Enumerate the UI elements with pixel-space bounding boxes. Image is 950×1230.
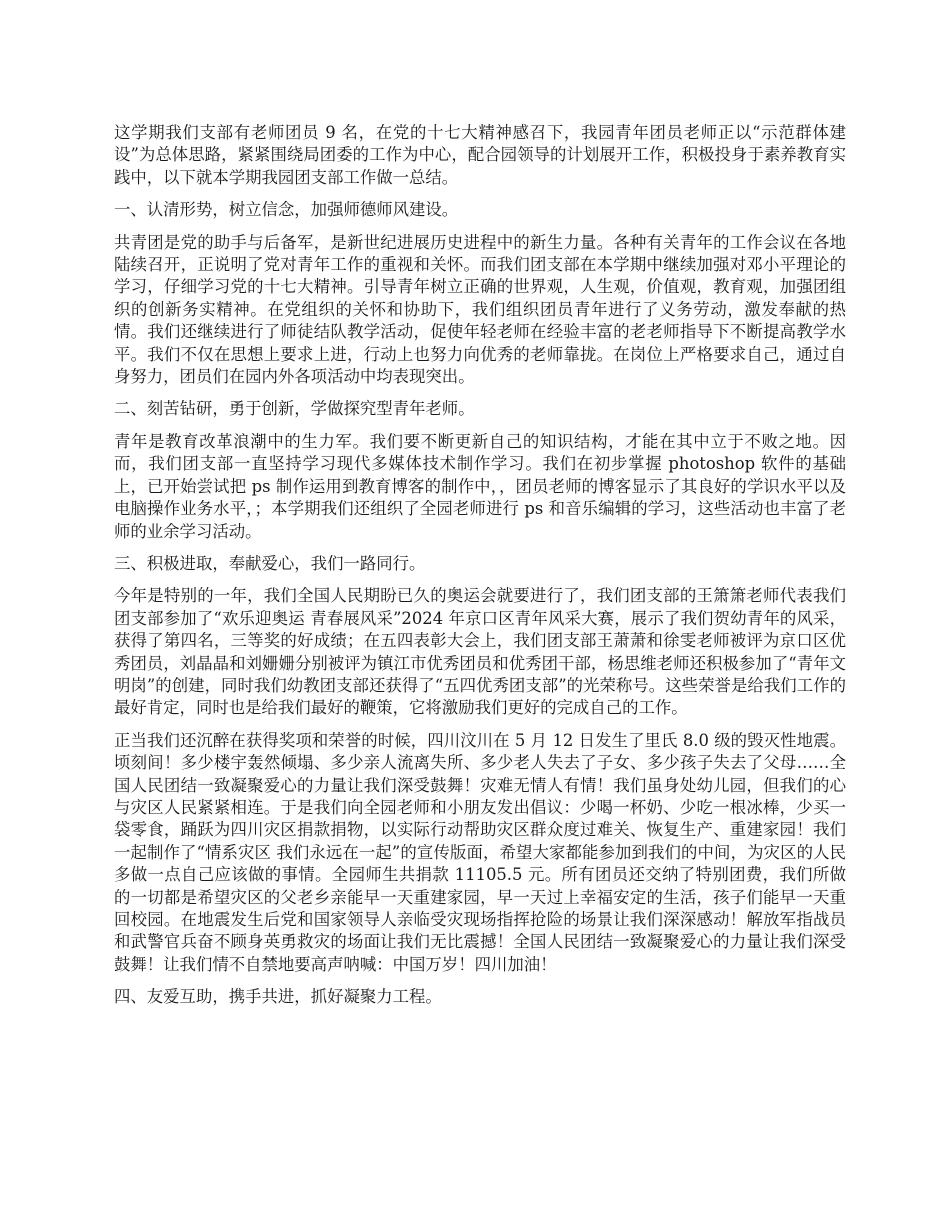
section-paragraph-2: 青年是教育改革浪潮中的生力军。我们要不断更新自己的知识结构，才能在其中立于不败之地。因而，我们团支部一直坚持学习现代多媒体技术制作学习。我们在初步掌握 photoshop 软件的基础上，已开始尝试把 ps 制作运用到教育博客的制作中，，团员老师的博客显示了其良好的学识水平以及电脑操作业务水平，；本学期我们还组织了全园老师进行 ps 和音乐编辑的学习，这些活动也丰富了老师的业余学习活动。 bbox=[114, 431, 846, 541]
section-heading-3: 三、积极进取，奉献爱心，我们一路同行。 bbox=[114, 553, 426, 573]
section-paragraph-3b: 正当我们还沉醉在获得奖项和荣誉的时候，四川汶川在 5 月 12 日发生了里氏 8.0 级的毁灭性地震。顷刻间！多少楼宇轰然倾塌、多少亲人流离失所、多少老人失去了子女、多少孩子失去了父母……全国人民团结一致凝聚爱心的力量让我们深受鼓舞！灾难无情人有情！我们虽身处幼儿园，但我们的心与灾区人民紧紧相连。于是我们向全园老师和小朋友发出倡议：少喝一杯奶、少吃一根冰棒，少买一袋零食，踊跃为四川灾区捐款捐物，以实际行动帮助灾区群众度过难关、恢复生产、重建家园！我们一起制作了“情系灾区 我们永远在一起”的宣传版面，希望大家都能参加到我们的中间，为灾区的人民多做一点自己应该做的事情。全园师生共捐款 11105.5 元。所有团员还交纳了特别团费，我们所做的一切都是希望灾区的父老乡亲能早一天重建家园，早一天过上幸福安定的生活，孩子们能早一天重回校园。在地震发生后党和国家领导人亲临受灾现场指挥抢险的场景让我们深深感动！解放军指战员和武警官兵奋不顾身英勇救灾的场面让我们无比震撼！全国人民团结一致凝聚爱心的力量让我们深受鼓舞！让我们情不自禁地要高声呐喊：中国万岁！四川加油！ bbox=[114, 730, 846, 974]
document-body bbox=[114, 122, 846, 1019]
section-paragraph-3a: 今年是特别的一年，我们全国人民期盼已久的奥运会就要进行了，我们团支部的王箫箫老师代表我们团支部参加了“欢乐迎奥运 青春展风采”2024 年京口区青年风采大赛，展示了我们贺幼青年的风采，获得了第四名，三等奖的好成绩；在五四表彰大会上，我们团支部王萧萧和徐雯老师被评为京口区优秀团员，刘晶晶和刘姗姗分别被评为镇江市优秀团员和优秀团干部，杨思维老师还积极参加了“青年文明岗”的创建，同时我们幼教团支部还获得了“五四优秀团支部”的光荣称号。这些荣誉是给我们工作的最好肯定，同时也是给我们最好的鞭策，它将激励我们更好的完成自己的工作。 bbox=[114, 586, 846, 718]
section-heading-2: 二、刻苦钻研，勇于创新，学做探究型青年老师。 bbox=[114, 399, 475, 419]
section-paragraph-1: 共青团是党的助手与后备军，是新世纪进展历史进程中的新生力量。各种有关青年的工作会议在各地陆续召开，正说明了党对青年工作的重视和关怀。而我们团支部在本学期中继续加强对邓小平理论的学习，仔细学习党的十七大精神。引导青年树立正确的世界观，人生观，价值观，教育观，加强团组织的创新务实精神。在党组织的关怀和协助下，我们组织团员青年进行了义务劳动，激发奉献的热情。我们还继续进行了师徒结队教学活动，促使年轻老师在经验丰富的老老师指导下不断提高教学水平。我们不仅在思想上要求上进，行动上也努力向优秀的老师靠拢。在岗位上严格要求自己，通过自身努力，团员们在园内外各项活动中均表现突出。 bbox=[114, 232, 846, 387]
intro-paragraph: 这学期我们支部有老师团员 9 名，在党的十七大精神感召下，我园青年团员老师正以“示范群体建设”为总体思路，紧紧围绕局团委的工作为中心，配合园领导的计划展开工作，积极投身于素养教育实践中，以下就本学期我园团支部工作做一总结。 bbox=[114, 123, 846, 187]
section-heading-4: 四、友爱互助，携手共进，抓好凝聚力工程。 bbox=[114, 987, 442, 1007]
section-heading-1: 一、认清形势，树立信念，加强师德师风建设。 bbox=[114, 200, 459, 220]
